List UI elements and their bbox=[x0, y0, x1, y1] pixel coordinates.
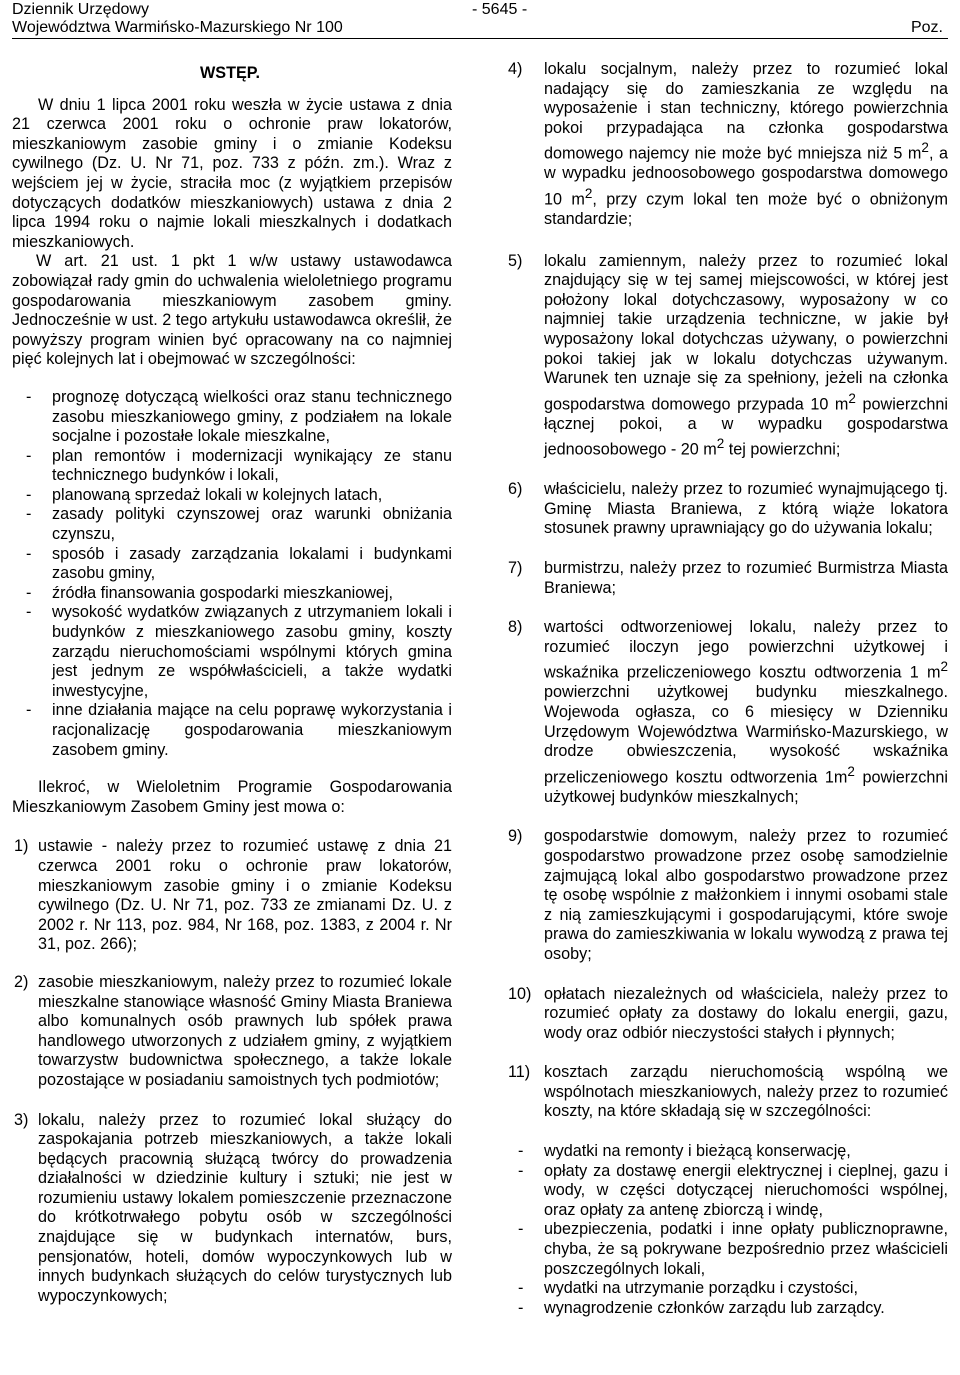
list-item: - inne działania mające na celu poprawę wykorzystania i racjonalizację gospodarowania mieszkaniowym zasobem gminy. bbox=[12, 701, 452, 760]
list-item: - wysokość wydatków związanych z utrzymaniem lokali i budynków z mieszkaniowego zasobu gminy, koszty zarządu nieruchomościami wspólnymi których gmina jest jednym ze współwłaścicieli, a także wydatki inwestycyjne, bbox=[12, 603, 452, 701]
definition-item bbox=[508, 252, 948, 461]
definition-item bbox=[508, 618, 948, 807]
list-item: - wydatki na utrzymanie porządku i czystości, bbox=[508, 1279, 948, 1299]
definition-number: 9) bbox=[508, 827, 523, 846]
definition-number: 11) bbox=[508, 1063, 531, 1082]
page-header bbox=[12, 0, 948, 40]
definition-item bbox=[508, 559, 948, 598]
list-item: - wynagrodzenie członków zarządu lub zarządcy. bbox=[508, 1299, 948, 1319]
list-item: - prognozę dotyczącą wielkości oraz stanu technicznego zasobu mieszkaniowego gminy, z podziałem na lokale socjalne i pozostałe lokale mieszkalne, bbox=[12, 388, 452, 447]
definition-item bbox=[508, 827, 948, 964]
voivodeship-issue: Województwa Warmińsko-Mazurskiego Nr 100 bbox=[12, 19, 343, 36]
header-rule bbox=[12, 38, 948, 39]
definition-item bbox=[508, 480, 948, 539]
definition-number: 5) bbox=[508, 251, 523, 270]
definition-number: 10) bbox=[508, 984, 532, 1003]
definition-item bbox=[508, 60, 948, 230]
intro-paragraph: W dniu 1 lipca 2001 roku weszła w życie ustawa z dnia 21 czerwca 2001 roku o ochronie praw lokatorów, mieszkaniowym zasobie gminy i o zmianie Kodeksu cywilnego (Dz. U. Nr 71, poz. 733 z późn. zm.). Wraz z wejściem jej w życie, straciła moc (z wyjątkiem przepisów dotyczących dodatków mieszkaniowych) ustawa z dnia 2 lipca 1994 roku o najmie lokali mieszkalnych i dodatkach mieszkaniowych. bbox=[12, 95, 452, 251]
definition-item bbox=[12, 973, 452, 1091]
definition-number: 3) bbox=[14, 1110, 29, 1129]
list-item: - wydatki na remonty i bieżącą konserwację, bbox=[508, 1142, 948, 1162]
definitions-list-right bbox=[508, 60, 948, 1122]
page-number: - 5645 - bbox=[472, 1, 528, 18]
definition-number: 2) bbox=[14, 972, 29, 991]
definition-text: ustawie - należy przez to rozumieć ustawę z dnia 21 czerwca 2001 roku o ochronie praw lokatorów, mieszkaniowym zasobie gminy i o zmianie Kodeksu cywilnego (Dz. U. Nr 71, poz. 733 ze zmianami Dz. U. z 2002 r. Nr 113, poz. 984, Nr 168, poz. 1383, z 2004 r. Nr 31, poz. 266); bbox=[38, 837, 452, 954]
position-label: Poz. bbox=[910, 19, 943, 36]
definition-text: lokalu socjalnym, należy przez to rozumieć lokal nadający się do zamieszkania ze względu na wyposażenie i stan techniczny, którego powierzchnia pokoi przypadająca na członka gospodarstwa domowego najemcy nie może być mniejsza niż 5 $m^2$, a w wypadku jednoosobowego gospodarstwa domowego 10 $m^2$, przy czym lokal ten może być o obniżonym standardzie; bbox=[544, 60, 949, 228]
definition-text: gospodarstwie domowym, należy przez to rozumieć gospodarstwo prowadzone przez osobę samodzielnie zajmującą lokal albo gospodarstwo prowadzone przez tę osobę wspólnie z małżonkiem i innymi osobami stale z nią zamieszkującymi i gospodarującymi, które swoje prawa do zamieszkiwania w lokalu wywodzą z prawa tej osoby; bbox=[544, 827, 948, 963]
definitions-list-left bbox=[12, 837, 452, 1306]
definition-number: 4) bbox=[508, 60, 523, 78]
right-column bbox=[508, 60, 948, 1318]
left-column bbox=[12, 60, 452, 1306]
definition-item bbox=[508, 1063, 948, 1122]
definition-text: właścicielu, należy przez to rozumieć wynajmującego tj. Gminę Miasta Braniewa, z którą wiąże lokatora stosunek prawny uprawniający go do używania lokalu; bbox=[544, 480, 948, 538]
list-item: - planowaną sprzedaż lokali w kolejnych latach, bbox=[12, 486, 452, 506]
definition-number: 8) bbox=[508, 618, 523, 637]
definition-text: opłatach niezależnych od właściciela, należy przez to rozumieć opłaty za dostawy do lokalu energii, gazu, wody oraz odbiór nieczystości stałych i płynnych; bbox=[544, 984, 948, 1042]
list-item: - ubezpieczenia, podatki i inne opłaty publicznoprawne, chyba, że są pokrywane bezpośrednio przez właścicieli poszczególnych lokali, bbox=[508, 1220, 948, 1279]
program-scope-list bbox=[12, 388, 452, 760]
list-item: - źródła finansowania gospodarki mieszkaniowej, bbox=[12, 584, 452, 604]
definition-item bbox=[508, 985, 948, 1044]
definition-number: 1) bbox=[14, 837, 29, 856]
list-item: - plan remontów i modernizacji wynikający ze stanu technicznego budynków i lokali, bbox=[12, 447, 452, 486]
definition-text: lokalu, należy przez to rozumieć lokal służący do zaspokajania potrzeb mieszkaniowych, a także lokali będących pracownią służącą twórcy do prowadzenia działalności w dziedzinie kultury i sztuki; nie jest w rozumieniu ustawy lokalem pomieszczenie przeznaczone do krótkotrwałego pobytu osób w szczególności znajdujące się w budynkach internatów, burs, pensjonatów, hoteli, domów wypoczynkowych lub w innych budynkach służących do celów turystycznych lub wypoczynkowych; bbox=[38, 1110, 452, 1305]
section-title: WSTĘP. bbox=[200, 64, 260, 82]
definition-item bbox=[12, 1111, 452, 1307]
definition-number: 6) bbox=[508, 480, 523, 499]
definition-text: kosztach zarządu nieruchomością wspólną we wspólnotach mieszkaniowych, należy przez to rozumieć koszty, na które składają się w szczególności: bbox=[544, 1063, 948, 1121]
program-paragraph: W art. 21 ust. 1 pkt 1 w/w ustawy ustawodawca zobowiązał rady gmin do uchwalenia wieloletniego programu gospodarowania mieszkaniowym zasobem gminy. Jednocześnie w ust. 2 tego artykułu ustawodawca określił, że powyższy program winien być opracowany na co najmniej pięć kolejnych lat i obejmować w szczególności: bbox=[12, 252, 452, 369]
definition-text: lokalu zamiennym, należy przez to rozumieć lokal znajdujący się w tej samej miejscowości, w której jest położony lokal dotychczasowy, wyposażony w co najmniej takie urządzenia techniczne, w jakie był wyposażony lokal dotychczas używany, o powierzchni pokoi takiej jak w lokalu dotychczas używanym. Warunek ten uznaje się za spełniony, jeżeli na członka gospodarstwa domowego przypada 10 $m^2$ powierzchni łącznej pokoi, a w wypadku gospodarstwa jednoosobowego - 20 $m^2$ tej powierzchni; bbox=[544, 251, 948, 459]
list-item: - sposób i zasady zarządzania lokalami i budynkami zasobu gminy, bbox=[12, 545, 452, 584]
definition-text: zasobie mieszkaniowym, należy przez to rozumieć lokale mieszkalne stanowiące własność Gminy Miasta Braniewa albo komunalnych osób prawnych lub spółek prawa handlowego utworzonych z udziałem gminy, z wyjątkiem towarzystw budownictwa społecznego, a także lokale pozostające w posiadaniu samoistnych tych podmiotów; bbox=[38, 972, 452, 1089]
definition-number: 7) bbox=[508, 559, 523, 578]
journal-name: Dziennik Urzędowy bbox=[12, 1, 149, 18]
definition-text: burmistrzu, należy przez to rozumieć Burmistrza Miasta Braniewa; bbox=[544, 559, 948, 597]
list-item: - opłaty za dostawę energii elektrycznej i cieplnej, gazu i wody, w części dotyczącej nieruchomości wspólnej, oraz opłaty za antenę zbiorczą i windę, bbox=[508, 1162, 948, 1221]
cost-items-list bbox=[508, 1142, 948, 1318]
definition-item bbox=[12, 837, 452, 955]
definition-text: wartości odtworzeniowej lokalu, należy przez to rozumieć iloczyn jego powierzchni użytkowej i wskaźnika przeliczeniowego kosztu odtworzenia 1 $m^2$ powierzchni użytkowej budynku mieszkalnego. Wojewoda ogłasza, co 6 miesięcy w Dzienniku Urzędowym Województwa Warmińsko-Mazurskiego, w drodze obwieszczenia, wysokość wskaźnika przeliczeniowego kosztu odtworzenia $1m^2$ powierzchni użytkowej budynków mieszkalnych; bbox=[544, 618, 948, 806]
list-item: - zasady polityki czynszowej oraz warunki obniżania czynszu, bbox=[12, 505, 452, 544]
definitions-intro: Ilekroć, w Wieloletnim Programie Gospodarowania Mieszkaniowym Zasobem Gminy jest mowa o: bbox=[12, 778, 452, 816]
